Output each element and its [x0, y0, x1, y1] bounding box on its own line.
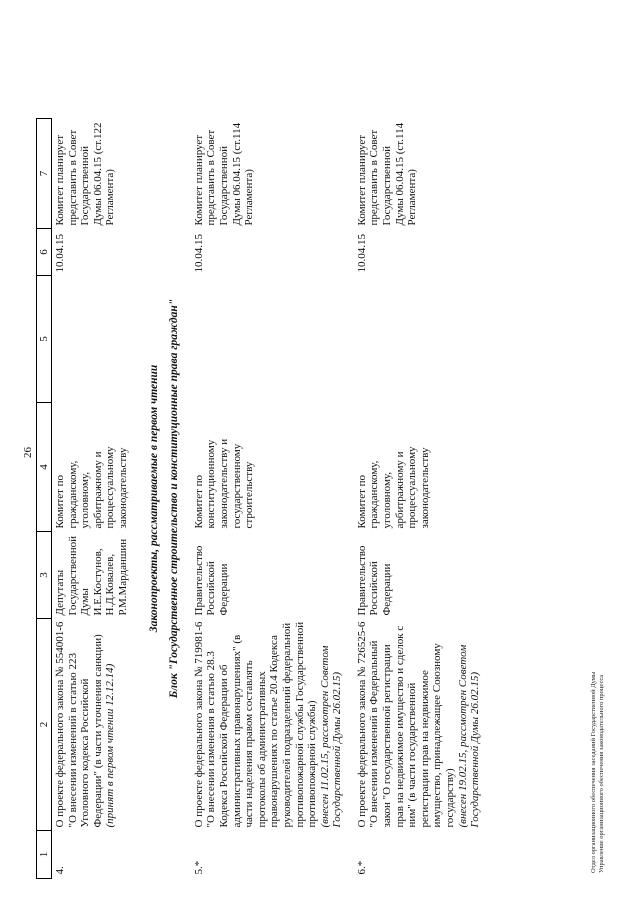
bill-plan: Комитет планирует представить в Совет Государственной Думы 06.04.15 (ст.122 Регламента)	[54, 122, 117, 226]
bill-title: О проекте федерального закона № 726525-6	[355, 621, 368, 828]
table-row	[52, 119, 140, 879]
table-row	[354, 119, 492, 879]
bill-committee: Комитет по конституционному законодательству и государственному строительству	[192, 438, 256, 529]
col-header-6: 6	[37, 229, 52, 276]
bill-col5	[191, 276, 354, 403]
bills-table	[36, 118, 492, 879]
bill-plan: Комитет планирует представить в Совет Государственной Думы 06.04.15 (ст.114 Регламента)	[192, 122, 256, 226]
bill-author: Депутаты Государственной Думы И.Е.Костунов, Н.Д.Ковалев, Р.М.Марданшин	[54, 535, 129, 616]
col-header-5: 5	[37, 276, 52, 403]
col-header-4: 4	[37, 403, 52, 532]
bill-note: (внесен 11.02.15, рассмотрен Советом Государственной Думы 26.02.15)	[318, 645, 344, 828]
header-row	[37, 119, 52, 879]
bill-description	[52, 619, 140, 831]
row-number: 4.	[54, 866, 66, 875]
col-header-3: 3	[37, 532, 52, 619]
section-title: Законопроекты, рассматриваемые в первом чтении	[147, 364, 160, 633]
bill-date: 10.04.15	[192, 234, 205, 273]
bill-text: "О внесении изменений в статью 223 Уголовного кодекса Российской Федерации" (в части уточнения санкции)	[66, 634, 104, 828]
bill-text: "О внесении изменения в статью 28.3 Кодекса Российской Федерации об административных правонарушениях" (в части наделения правом составлять протоколы об административных правонарушениях по статье 20.4 Кодекса руководителей подразделений федеральной противопожарной службы Государственной противопожарной службы)	[205, 621, 319, 828]
bill-description	[191, 619, 354, 831]
bill-text: "О внесении изменений в Федеральный закон "О государственной регистрации прав на недвижимое имущество и сделок с ним" (в части государственной регистрации прав на недвижимое имущество, принадлежащее Союзному государству)	[368, 625, 457, 828]
bill-col5	[354, 276, 492, 403]
bill-date: 10.04.15	[355, 234, 368, 273]
bill-title: О проекте федерального закона № 719981-6	[192, 621, 205, 828]
bill-title: О проекте федерального закона № 554001-6	[54, 621, 66, 828]
block-row	[164, 119, 191, 879]
bill-note: (принят в первом чтении 12.12.14)	[104, 663, 117, 828]
page-number: 26	[22, 447, 34, 458]
bill-note: (внесен 19.02.15, рассмотрен Советом Государственной Думы 26.02.15)	[456, 644, 482, 828]
bill-plan: Комитет планирует представить в Совет Государственной Думы 06.04.15 (ст.114 Регламента)	[355, 122, 419, 226]
bill-committee: Комитет по гражданскому, уголовному, арбитражному и процессуальному законодательству	[54, 446, 129, 529]
col-header-7: 7	[37, 119, 52, 229]
bill-col5	[52, 276, 140, 403]
block-title: Блок "Государственное строительство и конституционные права граждан"	[168, 298, 181, 699]
col-header-1: 1	[37, 831, 52, 879]
bill-committee: Комитет по гражданскому, уголовному, арбитражному и процессуальному законодательству	[355, 446, 431, 529]
bill-author: Правительство Российской Федерации	[192, 545, 230, 616]
bill-description	[354, 619, 492, 831]
footer-line-1: Отдел организационного обеспечения заседаний Государственной Думы	[590, 671, 597, 873]
row-number: 6.*	[355, 860, 368, 875]
footer	[590, 672, 606, 873]
table-row	[191, 119, 354, 879]
section-row	[140, 119, 165, 879]
footer-line-2: Управление организационного обеспечения законодательного процесса	[598, 674, 605, 873]
bill-date: 10.04.15	[54, 234, 66, 273]
row-number: 5.*	[192, 860, 205, 875]
bill-author: Правительство Российской Федерации	[355, 545, 394, 616]
col-header-2: 2	[37, 619, 52, 831]
